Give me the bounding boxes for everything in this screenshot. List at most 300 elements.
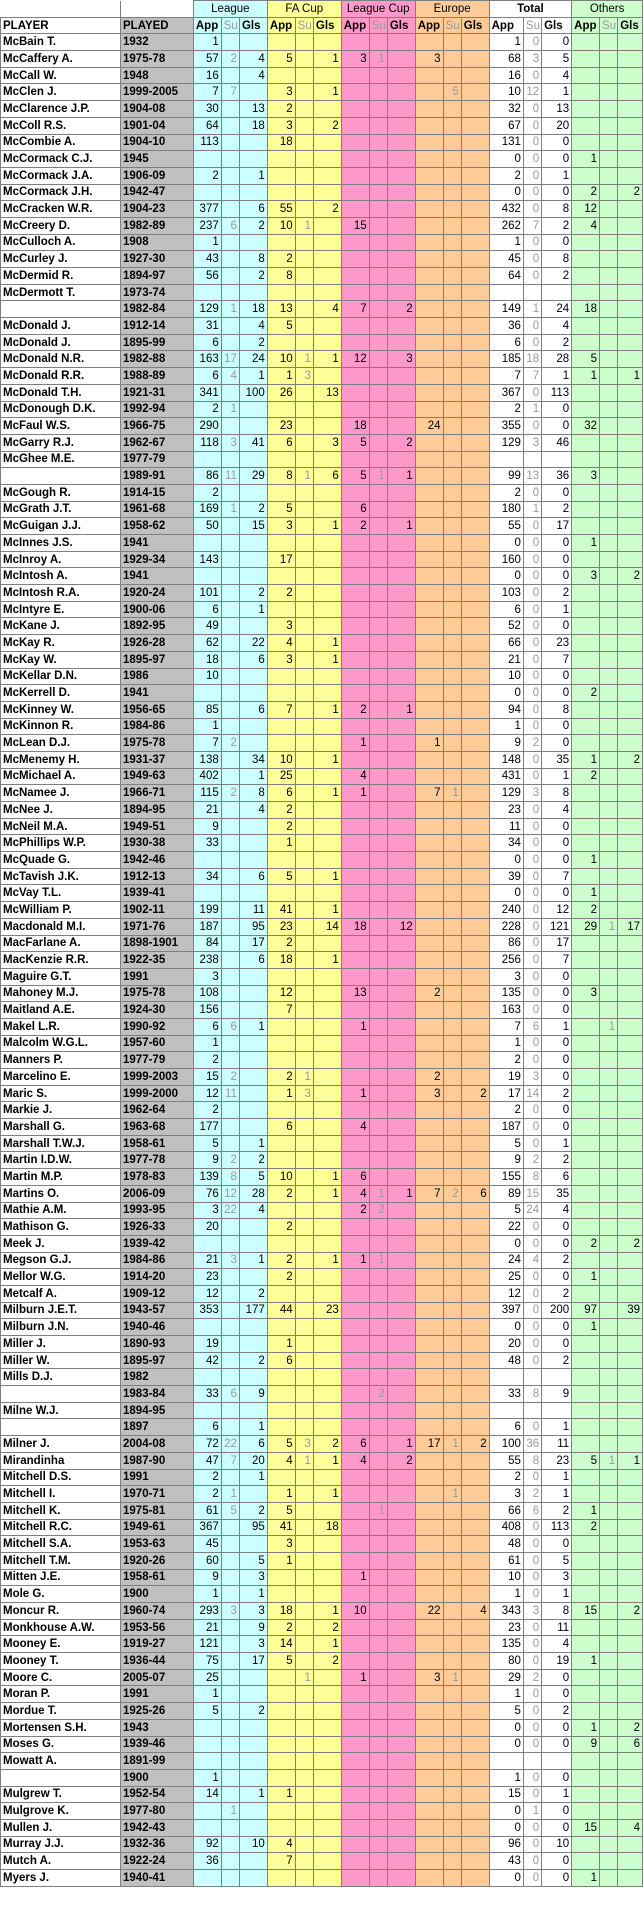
- fa-cup-sub-cell: [295, 1769, 313, 1786]
- league-cup-app-cell: [341, 802, 369, 819]
- played-years-cell: 1975-78: [121, 985, 194, 1002]
- total-app-cell: 343: [489, 1603, 523, 1620]
- played-years-cell: 1895-97: [121, 651, 194, 668]
- europe-app-cell: [415, 351, 443, 368]
- europe-sub-cell: [443, 1052, 461, 1069]
- others-sub-cell: [600, 1402, 618, 1419]
- table-row: [1, 735, 643, 752]
- league-cup-app-cell: 1: [341, 1669, 369, 1686]
- table-row: [1, 484, 643, 501]
- others-sub-cell: [600, 117, 618, 134]
- others-gls-cell: [618, 1586, 643, 1603]
- league-cup-gls-cell: [387, 768, 415, 785]
- league-app-cell: [193, 1719, 221, 1736]
- europe-sub-cell: [443, 201, 461, 218]
- europe-sub-cell: [443, 1536, 461, 1553]
- europe-gls-cell: [461, 1369, 489, 1386]
- total-gls-cell: 23: [542, 635, 572, 652]
- fa-cup-sub-cell: [295, 1736, 313, 1753]
- league-cup-sub-cell: [369, 985, 387, 1002]
- league-cup-gls-cell: [387, 284, 415, 301]
- league-cup-gls-cell: [387, 1753, 415, 1770]
- others-sub-cell: [600, 1603, 618, 1620]
- total-app-cell: 228: [489, 918, 523, 935]
- league-app-cell: 21: [193, 1619, 221, 1636]
- others-gls-cell: [618, 952, 643, 969]
- total-sub-cell: 0: [523, 1653, 541, 1670]
- europe-app-cell: [415, 685, 443, 702]
- player-name-cell: Mordue T.: [1, 1703, 121, 1720]
- total-gls-cell: 7: [542, 651, 572, 668]
- fa-cup-gls-cell: [313, 1769, 341, 1786]
- europe-gls-cell: 4: [461, 1603, 489, 1620]
- player-name-cell: Milburn J.E.T.: [1, 1302, 121, 1319]
- others-sub-cell: [600, 618, 618, 635]
- league-cup-gls-cell: 1: [387, 1436, 415, 1453]
- others-sub-cell: [600, 768, 618, 785]
- fa-cup-app-cell: [267, 668, 295, 685]
- others-gls-cell: 1: [618, 368, 643, 385]
- league-app-cell: 12: [193, 1085, 221, 1102]
- league-cup-app-header: App: [341, 17, 369, 34]
- others-sub-cell: 1: [600, 1452, 618, 1469]
- fa-cup-app-cell: [267, 484, 295, 501]
- total-sub-cell: 0: [523, 134, 541, 151]
- league-sub-cell: 5: [221, 1502, 239, 1519]
- others-gls-cell: [618, 51, 643, 68]
- league-sub-cell: [221, 1119, 239, 1136]
- league-cup-sub-cell: [369, 1686, 387, 1703]
- others-app-cell: 1: [572, 368, 600, 385]
- others-gls-cell: [618, 1018, 643, 1035]
- fa-cup-gls-cell: [313, 134, 341, 151]
- others-sub-cell: [600, 585, 618, 602]
- others-app-cell: [572, 1018, 600, 1035]
- played-years-cell: 1895-97: [121, 1352, 194, 1369]
- player-name-cell: Mulgrove K.: [1, 1803, 121, 1820]
- player-name-cell: Milne W.J.: [1, 1402, 121, 1419]
- total-gls-cell: 1: [542, 167, 572, 184]
- player-name-cell: Milner J.: [1, 1436, 121, 1453]
- total-app-cell: 129: [489, 785, 523, 802]
- others-gls-cell: [618, 1352, 643, 1369]
- total-gls-cell: 1: [542, 84, 572, 101]
- others-sub-cell: [600, 1219, 618, 1236]
- total-sub-cell: 0: [523, 852, 541, 869]
- europe-gls-cell: [461, 1569, 489, 1586]
- league-gls-cell: [239, 618, 267, 635]
- player-name-cell: McLean D.J.: [1, 735, 121, 752]
- league-gls-cell: 6: [239, 201, 267, 218]
- league-cup-gls-cell: [387, 1302, 415, 1319]
- player-name-cell: Mooney T.: [1, 1653, 121, 1670]
- total-gls-cell: 0: [542, 184, 572, 201]
- fa-cup-sub-cell: [295, 1636, 313, 1653]
- fa-cup-sub-cell: [295, 668, 313, 685]
- europe-app-cell: [415, 952, 443, 969]
- others-app-cell: [572, 1469, 600, 1486]
- league-cup-gls-cell: [387, 1686, 415, 1703]
- played-years-cell: 1904-10: [121, 134, 194, 151]
- europe-sub-cell: [443, 67, 461, 84]
- others-gls-cell: [618, 34, 643, 51]
- table-row: [1, 1119, 643, 1136]
- league-gls-cell: 6: [239, 952, 267, 969]
- fa-cup-gls-cell: [313, 1552, 341, 1569]
- league-cup-gls-cell: 2: [387, 301, 415, 318]
- fa-cup-app-cell: [267, 1419, 295, 1436]
- total-gls-cell: 4: [542, 67, 572, 84]
- total-sub-cell: 0: [523, 985, 541, 1002]
- player-name-cell: McIntosh R.A.: [1, 585, 121, 602]
- league-cup-app-cell: 6: [341, 1436, 369, 1453]
- europe-sub-cell: [443, 1469, 461, 1486]
- league-gls-cell: 1: [239, 1469, 267, 1486]
- played-years-cell: 1953-63: [121, 1536, 194, 1553]
- league-cup-app-cell: [341, 401, 369, 418]
- total-sub-cell: 8: [523, 1169, 541, 1186]
- fa-cup-app-cell: 14: [267, 1636, 295, 1653]
- others-gls-cell: [618, 802, 643, 819]
- others-gls-cell: [618, 1269, 643, 1286]
- league-cup-app-cell: 7: [341, 301, 369, 318]
- league-cup-app-cell: 1: [341, 1252, 369, 1269]
- table-row: [1, 1653, 643, 1670]
- total-sub-cell: 0: [523, 1552, 541, 1569]
- europe-sub-cell: [443, 1336, 461, 1353]
- league-cup-app-cell: [341, 1269, 369, 1286]
- total-sub-cell: 0: [523, 1302, 541, 1319]
- total-app-cell: 16: [489, 67, 523, 84]
- fa-cup-sub-cell: [295, 1569, 313, 1586]
- europe-app-cell: [415, 1819, 443, 1836]
- total-gls-cell: 2: [542, 334, 572, 351]
- total-gls-cell: [542, 451, 572, 468]
- total-sub-cell: 0: [523, 334, 541, 351]
- league-cup-app-cell: [341, 1052, 369, 1069]
- others-sub-cell: [600, 1235, 618, 1252]
- league-app-cell: 6: [193, 368, 221, 385]
- league-cup-gls-cell: [387, 167, 415, 184]
- others-gls-cell: [618, 1252, 643, 1269]
- total-sub-cell: 0: [523, 518, 541, 535]
- europe-app-cell: [415, 651, 443, 668]
- fa-cup-app-cell: 3: [267, 518, 295, 535]
- fa-cup-sub-header: Su: [295, 17, 313, 34]
- league-cup-sub-cell: [369, 67, 387, 84]
- fa-cup-app-cell: 12: [267, 985, 295, 1002]
- played-years-cell: 1932-36: [121, 1836, 194, 1853]
- europe-gls-cell: [461, 1302, 489, 1319]
- others-sub-cell: [600, 1035, 618, 1052]
- others-sub-cell: [600, 1135, 618, 1152]
- total-sub-cell: 0: [523, 585, 541, 602]
- league-app-cell: 7: [193, 735, 221, 752]
- league-cup-gls-cell: [387, 1369, 415, 1386]
- fa-cup-app-cell: 5: [267, 318, 295, 335]
- europe-sub-cell: [443, 1636, 461, 1653]
- total-app-cell: 0: [489, 685, 523, 702]
- others-app-cell: 18: [572, 301, 600, 318]
- others-sub-cell: [600, 1536, 618, 1553]
- total-gls-cell: 0: [542, 535, 572, 552]
- league-cup-app-cell: [341, 1619, 369, 1636]
- league-cup-gls-cell: 3: [387, 351, 415, 368]
- europe-gls-cell: [461, 401, 489, 418]
- others-sub-cell: [600, 451, 618, 468]
- europe-gls-cell: [461, 735, 489, 752]
- table-row: [1, 868, 643, 885]
- others-gls-cell: 4: [618, 1819, 643, 1836]
- league-gls-cell: [239, 1686, 267, 1703]
- total-app-cell: 10: [489, 668, 523, 685]
- league-sub-cell: 1: [221, 501, 239, 518]
- others-gls-cell: [618, 234, 643, 251]
- league-cup-app-cell: [341, 618, 369, 635]
- fa-cup-gls-cell: [313, 735, 341, 752]
- played-years-cell: 1895-99: [121, 334, 194, 351]
- fa-cup-sub-cell: [295, 1552, 313, 1569]
- league-gls-cell: [239, 1102, 267, 1119]
- europe-app-cell: [415, 918, 443, 935]
- fa-cup-gls-cell: 1: [313, 868, 341, 885]
- player-name-cell: McClen J.: [1, 84, 121, 101]
- fa-cup-gls-cell: 1: [313, 518, 341, 535]
- total-sub-cell: 0: [523, 1269, 541, 1286]
- league-cup-gls-cell: [387, 735, 415, 752]
- total-gls-cell: 5: [542, 51, 572, 68]
- others-gls-cell: [618, 735, 643, 752]
- league-cup-app-cell: [341, 1836, 369, 1853]
- fa-cup-gls-cell: [313, 1836, 341, 1853]
- fa-cup-app-cell: 10: [267, 351, 295, 368]
- europe-app-cell: [415, 34, 443, 51]
- fa-cup-gls-cell: 2: [313, 117, 341, 134]
- total-gls-cell: 0: [542, 1819, 572, 1836]
- league-gls-cell: [239, 401, 267, 418]
- others-gls-cell: [618, 1402, 643, 1419]
- europe-gls-cell: 6: [461, 1185, 489, 1202]
- fa-cup-gls-cell: [313, 1870, 341, 1887]
- others-sub-cell: [600, 1202, 618, 1219]
- europe-app-cell: [415, 852, 443, 869]
- league-app-cell: [193, 1753, 221, 1770]
- europe-gls-cell: [461, 1836, 489, 1853]
- league-cup-sub-cell: [369, 268, 387, 285]
- league-cup-gls-cell: 1: [387, 518, 415, 535]
- others-gls-cell: 6: [618, 1736, 643, 1753]
- played-years-cell: 1999-2005: [121, 84, 194, 101]
- fa-cup-app-cell: 2: [267, 251, 295, 268]
- total-gls-cell: 1: [542, 1586, 572, 1603]
- league-cup-app-cell: [341, 668, 369, 685]
- league-gls-cell: 2: [239, 1703, 267, 1720]
- league-cup-sub-cell: [369, 751, 387, 768]
- league-app-cell: 3: [193, 968, 221, 985]
- league-app-cell: 31: [193, 318, 221, 335]
- others-gls-cell: [618, 1085, 643, 1102]
- europe-gls-cell: [461, 184, 489, 201]
- others-app-cell: [572, 701, 600, 718]
- fa-cup-app-cell: [267, 1386, 295, 1403]
- league-sub-cell: [221, 635, 239, 652]
- fa-cup-gls-cell: [313, 668, 341, 685]
- fa-cup-gls-cell: 1: [313, 1252, 341, 1269]
- others-app-cell: [572, 1285, 600, 1302]
- player-name-cell: McNamee J.: [1, 785, 121, 802]
- others-sub-cell: [600, 802, 618, 819]
- played-years-cell: 1975-78: [121, 51, 194, 68]
- league-gls-cell: [239, 134, 267, 151]
- others-gls-cell: 39: [618, 1302, 643, 1319]
- others-app-cell: 1: [572, 1502, 600, 1519]
- league-cup-gls-cell: [387, 1836, 415, 1853]
- others-sub-cell: [600, 751, 618, 768]
- total-app-cell: 7: [489, 1018, 523, 1035]
- europe-app-cell: [415, 1386, 443, 1403]
- total-sub-cell: 0: [523, 1285, 541, 1302]
- league-cup-gls-cell: [387, 852, 415, 869]
- europe-app-cell: [415, 1803, 443, 1820]
- league-sub-cell: [221, 101, 239, 118]
- fa-cup-gls-cell: [313, 618, 341, 635]
- total-sub-cell: 0: [523, 635, 541, 652]
- total-sub-cell: 0: [523, 1319, 541, 1336]
- total-sub-cell: 0: [523, 34, 541, 51]
- total-sub-cell: 1: [523, 1803, 541, 1820]
- league-cup-sub-cell: [369, 1803, 387, 1820]
- total-sub-cell: 0: [523, 601, 541, 618]
- fa-cup-app-cell: 2: [267, 1185, 295, 1202]
- total-sub-cell: 0: [523, 1586, 541, 1603]
- fa-cup-gls-cell: [313, 1202, 341, 1219]
- fa-cup-sub-cell: [295, 1786, 313, 1803]
- table-row: [1, 1085, 643, 1102]
- fa-cup-gls-cell: [313, 418, 341, 435]
- player-name-cell: Maric S.: [1, 1085, 121, 1102]
- total-gls-cell: 0: [542, 1102, 572, 1119]
- league-cup-sub-cell: [369, 117, 387, 134]
- total-app-cell: 0: [489, 1803, 523, 1820]
- table-row: [1, 351, 643, 368]
- total-sub-cell: 0: [523, 1102, 541, 1119]
- europe-sub-cell: [443, 1252, 461, 1269]
- fa-cup-app-cell: 1: [267, 368, 295, 385]
- total-sub-cell: 0: [523, 618, 541, 635]
- others-app-cell: 3: [572, 468, 600, 485]
- league-cup-gls-cell: [387, 1052, 415, 1069]
- league-cup-app-cell: [341, 151, 369, 168]
- europe-gls-cell: [461, 1486, 489, 1503]
- total-app-cell: 2: [489, 1052, 523, 1069]
- europe-sub-cell: [443, 251, 461, 268]
- europe-gls-cell: [461, 117, 489, 134]
- europe-app-cell: [415, 1536, 443, 1553]
- league-app-cell: 84: [193, 935, 221, 952]
- fa-cup-gls-cell: 1: [313, 1603, 341, 1620]
- total-gls-cell: 28: [542, 351, 572, 368]
- league-sub-cell: [221, 251, 239, 268]
- table-row: [1, 651, 643, 668]
- total-sub-cell: 2: [523, 1486, 541, 1503]
- total-gls-cell: 0: [542, 718, 572, 735]
- league-cup-sub-cell: [369, 1018, 387, 1035]
- total-sub-cell: [523, 451, 541, 468]
- league-app-cell: 62: [193, 635, 221, 652]
- league-cup-gls-cell: [387, 1519, 415, 1536]
- league-cup-app-cell: [341, 451, 369, 468]
- others-app-cell: 2: [572, 1235, 600, 1252]
- table-row: [1, 1052, 643, 1069]
- player-name-cell: Moncur R.: [1, 1603, 121, 1620]
- total-app-cell: 131: [489, 134, 523, 151]
- league-cup-sub-cell: [369, 1219, 387, 1236]
- table-row: [1, 1836, 643, 1853]
- total-sub-cell: 0: [523, 1836, 541, 1853]
- player-name-cell: McPhillips W.P.: [1, 835, 121, 852]
- europe-gls-cell: [461, 1336, 489, 1353]
- total-app-cell: 149: [489, 301, 523, 318]
- fa-cup-gls-cell: [313, 1402, 341, 1419]
- league-cup-sub-cell: [369, 1369, 387, 1386]
- others-group-header: Others: [572, 1, 643, 18]
- europe-gls-cell: [461, 1002, 489, 1019]
- played-years-cell: 1963-68: [121, 1119, 194, 1136]
- total-gls-cell: 0: [542, 668, 572, 685]
- table-row: [1, 1135, 643, 1152]
- total-sub-cell: 2: [523, 1152, 541, 1169]
- fa-cup-app-cell: 2: [267, 1619, 295, 1636]
- others-sub-cell: [600, 852, 618, 869]
- played-years-cell: 1991: [121, 968, 194, 985]
- total-app-cell: [489, 1402, 523, 1419]
- fa-cup-gls-cell: [313, 101, 341, 118]
- total-sub-cell: 0: [523, 1119, 541, 1136]
- table-row: [1, 1803, 643, 1820]
- table-row: [1, 1436, 643, 1453]
- total-app-cell: 135: [489, 985, 523, 1002]
- table-row: [1, 384, 643, 401]
- europe-app-cell: 2: [415, 1069, 443, 1086]
- total-gls-cell: 8: [542, 1603, 572, 1620]
- league-cup-app-cell: 4: [341, 1452, 369, 1469]
- league-gls-cell: [239, 1319, 267, 1336]
- player-name-cell: McCormack J.H.: [1, 184, 121, 201]
- league-gls-cell: 5: [239, 1552, 267, 1569]
- table-row: [1, 1619, 643, 1636]
- table-row: [1, 568, 643, 585]
- others-sub-cell: [600, 1586, 618, 1603]
- league-sub-cell: [221, 1669, 239, 1686]
- played-years-cell: 1924-30: [121, 1002, 194, 1019]
- total-app-cell: 367: [489, 384, 523, 401]
- others-sub-cell: [600, 301, 618, 318]
- fa-cup-sub-cell: [295, 968, 313, 985]
- total-app-cell: 2: [489, 401, 523, 418]
- others-sub-cell: 1: [600, 918, 618, 935]
- league-cup-app-cell: [341, 685, 369, 702]
- league-sub-cell: [221, 1686, 239, 1703]
- table-row: [1, 1569, 643, 1586]
- fa-cup-sub-cell: [295, 1119, 313, 1136]
- player-name-cell: Makel L.R.: [1, 1018, 121, 1035]
- fa-cup-sub-cell: [295, 1719, 313, 1736]
- table-row: [1, 1719, 643, 1736]
- total-gls-cell: 2: [542, 1085, 572, 1102]
- league-sub-cell: [221, 151, 239, 168]
- fa-cup-gls-cell: [313, 568, 341, 585]
- total-app-cell: 23: [489, 1619, 523, 1636]
